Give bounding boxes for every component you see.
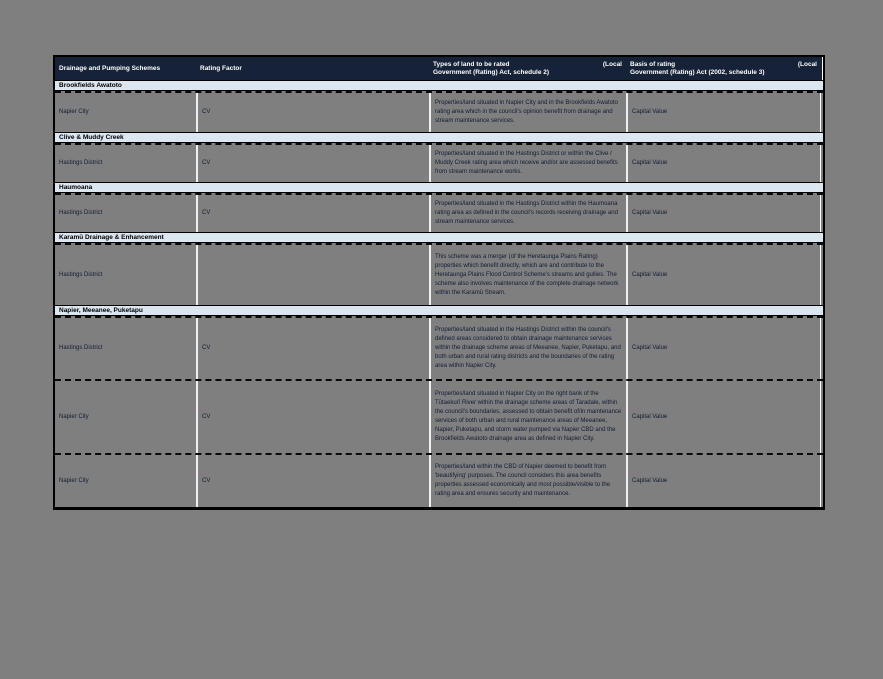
cell-basis-of-rating: Capital Value [626, 318, 821, 379]
table-row [55, 379, 823, 453]
cell-basis-of-rating: Capital Value [626, 145, 821, 182]
cell-types-of-land: Properties/land situated in the Hastings District or within the Clive / Muddy Creek rating area which receive and/or are assessed benefits from stream maintenance works. [429, 145, 626, 182]
cell-basis-of-rating: Capital Value [626, 245, 821, 305]
col-header-types-of-land-suffix: (Local [602, 61, 622, 68]
cell-rating-factor: CV [196, 93, 429, 132]
cell-rating-factor: CV [196, 381, 429, 453]
cell-scheme-area: Napier City [59, 109, 89, 115]
col-header-types-of-land-title: Types of land to be rated [433, 61, 510, 68]
col-header-basis-title: Basis of rating [630, 61, 676, 68]
col-header-types-of-land-line2: Government (Rating) Act, schedule 2) [433, 69, 550, 76]
section-row-haumoana [55, 182, 823, 193]
col-header-rating-factor-label: Rating Factor [200, 65, 242, 72]
section-title: Brookfields Awatoto [59, 82, 122, 89]
cell-scheme-area: Napier City [59, 413, 89, 420]
table-row [55, 91, 823, 132]
cell-types-of-land: Properties/land situated in Napier City and in the Brookfields Awatoto rating area which in the council's opinion benefit from drainage and stream maintenance services. [429, 93, 626, 132]
col-header-basis-suffix: (Local [797, 61, 817, 68]
cell-scheme-area: Napier City [59, 477, 89, 484]
cell-rating-factor: CV [196, 455, 429, 507]
col-header-rating-factor [196, 57, 429, 80]
col-header-basis-line2: Government (Rating) Act (2002, schedule 3) [630, 69, 765, 76]
section-row-brookfields-awatoto [55, 80, 823, 91]
table-header [55, 57, 823, 80]
cell-types-of-land: This scheme was a merger (of the Heretaunga Plains Rating) properties which benefit directly, which are and contribute to the Heretaunga Plains Flood Control Scheme's streams and gullies. The scheme also involves maintenance of the complete drainage network within the Karamū Stream. [429, 245, 626, 305]
col-header-basis-of-rating [626, 57, 821, 80]
table-row [55, 316, 823, 379]
cell-scheme-area: Hastings District [59, 345, 103, 351]
cell-types-of-land: Properties/land within the CBD of Napier deemed to benefit from 'beautifying' purposes. The council considers this area benefits properties assessed economically and most possible/visible to the rating area and ensures security and maintenance. [429, 455, 626, 507]
table-row [55, 193, 823, 232]
cell-basis-of-rating: Capital Value [626, 455, 821, 507]
cell-basis-of-rating: Capital Value [626, 195, 821, 232]
section-title: Clive & Muddy Creek [59, 134, 124, 141]
section-row-napier-meeanee-puketapu [55, 305, 823, 316]
cell-rating-factor: CV [196, 195, 429, 232]
cell-scheme-area: Hastings District [59, 160, 103, 166]
cell-rating-factor: CV [196, 145, 429, 182]
cell-scheme-area: Hastings District [59, 210, 103, 216]
table-row [55, 453, 823, 507]
col-header-schemes [55, 57, 196, 80]
cell-types-of-land: Properties/land situated in the Hastings District within the council's defined areas considered to obtain drainage maintenance services within the drainage scheme areas of Meeanee, Napier, Puketapu, and both urban and rural rating districts and the boundaries of the rating area within Napier City. [429, 318, 626, 379]
cell-rating-factor [196, 245, 429, 305]
section-title: Haumoana [59, 184, 93, 191]
cell-types-of-land: Properties/land situated in Napier City on the right bank of the Tūtaekurī River within the drainage scheme areas of Taradale, within the council's boundaries, assessed to obtain benefit of/in maintenance services of both urban and rural maintenance areas of Meeanee, Napier, Puketapu, and storm water pumped via Napier CBD and the Brookfields Awatoto drainage area as defined in Napier City. [429, 381, 626, 453]
cell-types-of-land: Properties/land situated in the Hastings District within the Haumoana rating area as defined in the council's records receiving drainage and stream maintenance services. [429, 195, 626, 232]
table-row [55, 243, 823, 305]
cell-basis-of-rating: Capital Value [626, 93, 821, 132]
section-row-karamu-drainage [55, 232, 823, 243]
section-title: Karamū Drainage & Enhancement [59, 234, 164, 241]
section-row-clive-muddy-creek [55, 132, 823, 143]
section-title: Napier, Meeanee, Puketapu [59, 307, 143, 314]
cell-basis-of-rating: Capital Value [626, 381, 821, 453]
table-row [55, 143, 823, 182]
drainage-schemes-table [53, 55, 825, 510]
col-header-types-of-land [429, 57, 626, 80]
cell-rating-factor: CV [196, 318, 429, 379]
col-header-schemes-label: Drainage and Pumping Schemes [59, 65, 161, 72]
cell-scheme-area: Hastings District [59, 271, 103, 278]
